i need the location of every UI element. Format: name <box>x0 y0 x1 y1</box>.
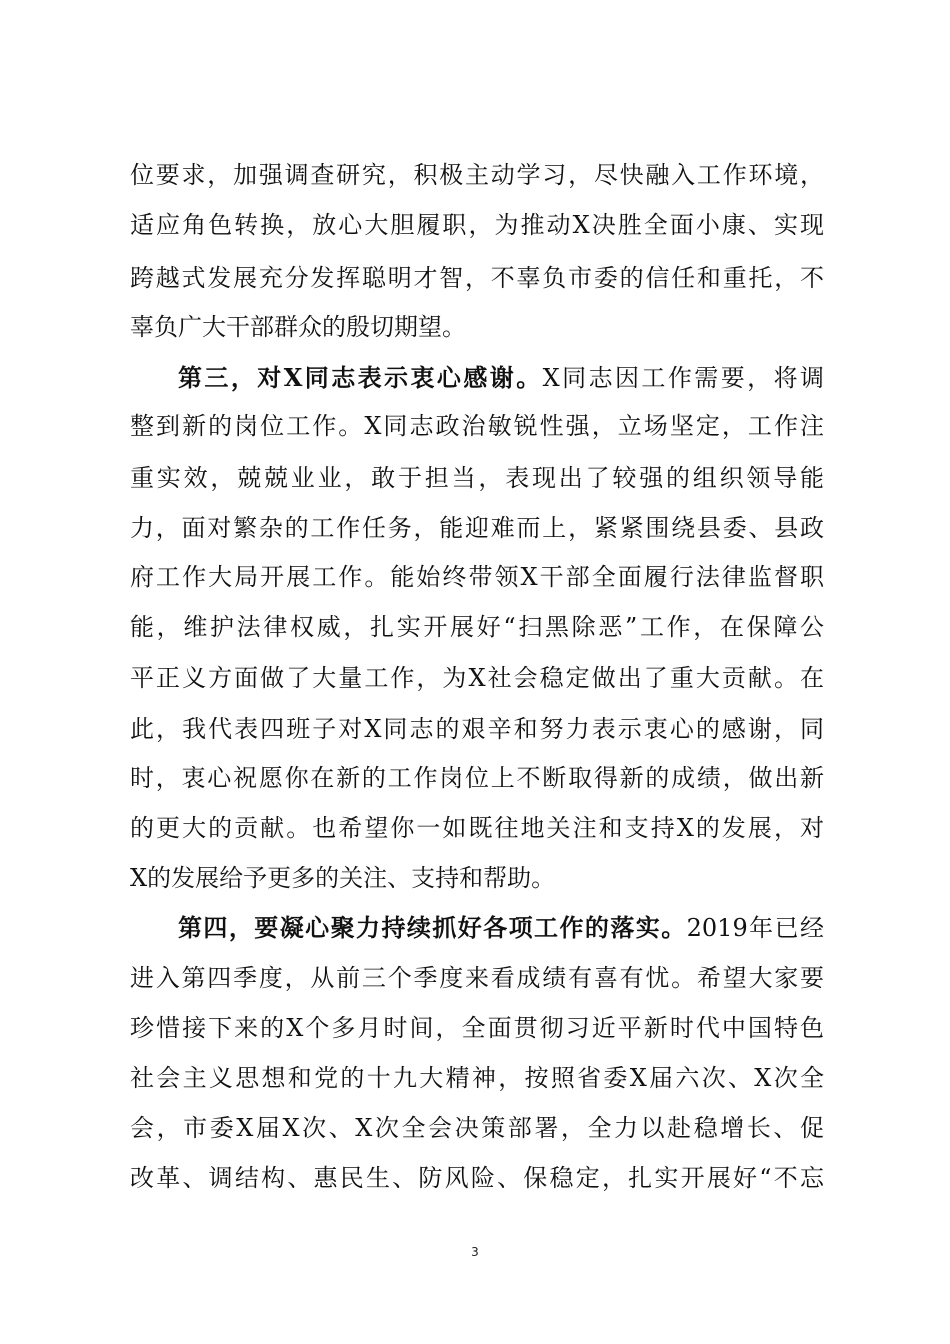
text-line: 进入第四季度，从前三个季度来看成绩有喜有忧。希望大家要 <box>130 964 824 992</box>
text-line: 府工作大局开展工作。能始终带领X干部全面履行法律监督职 <box>130 563 824 591</box>
text-line: 跨越式发展充分发挥聪明才智，不辜负市委的信任和重托，不 <box>130 264 824 292</box>
text-line: 珍惜接下来的X个多月时间，全面贯彻习近平新时代中国特色 <box>130 1014 824 1042</box>
section-heading-third: 第三，对X同志表示衷心感谢。 <box>178 363 543 392</box>
text-line: 改革、调结构、惠民生、防风险、保稳定，扎实开展好“不忘 <box>130 1164 824 1192</box>
paragraph-first-line <box>178 358 824 398</box>
text-line: 适应角色转换，放心大胆履职，为推动X决胜全面小康、实现 <box>130 211 824 239</box>
page-number: 3 <box>471 1245 479 1259</box>
text-line: 能，维护法律权威，扎实开展好“扫黑除恶”工作，在保障公 <box>130 613 824 641</box>
text-line: 社会主义思想和党的十九大精神，按照省委X届六次、X次全 <box>130 1064 824 1092</box>
text-span: X同志因工作需要，将调 <box>542 364 824 392</box>
text-line: X的发展给予更多的关注、支持和帮助。 <box>130 864 556 892</box>
text-line: 力，面对繁杂的工作任务，能迎难而上，紧紧围绕县委、县政 <box>130 514 824 542</box>
text-line: 会，市委X届X次、X次全会决策部署，全力以赴稳增长、促 <box>130 1114 824 1142</box>
text-span: 2019年已经 <box>686 914 824 942</box>
text-line: 位要求，加强调查研究，积极主动学习，尽快融入工作环境， <box>130 161 824 189</box>
paragraph-first-line <box>178 908 824 948</box>
text-line: 辜负广大干部群众的殷切期望。 <box>130 313 466 341</box>
section-heading-fourth: 第四，要凝心聚力持续抓好各项工作的落实。 <box>178 913 687 942</box>
text-line: 此，我代表四班子对X同志的艰辛和努力表示衷心的感谢，同 <box>130 715 824 743</box>
text-line: 平正义方面做了大量工作，为X社会稳定做出了重大贡献。在 <box>130 664 824 692</box>
text-line: 重实效，兢兢业业，敢于担当，表现出了较强的组织领导能 <box>130 464 824 492</box>
text-line: 整到新的岗位工作。X同志政治敏锐性强，立场坚定，工作注 <box>130 412 824 440</box>
text-line: 时，衷心祝愿你在新的工作岗位上不断取得新的成绩，做出新 <box>130 764 824 792</box>
text-line: 的更大的贡献。也希望你一如既往地关注和支持X的发展，对 <box>130 814 824 842</box>
